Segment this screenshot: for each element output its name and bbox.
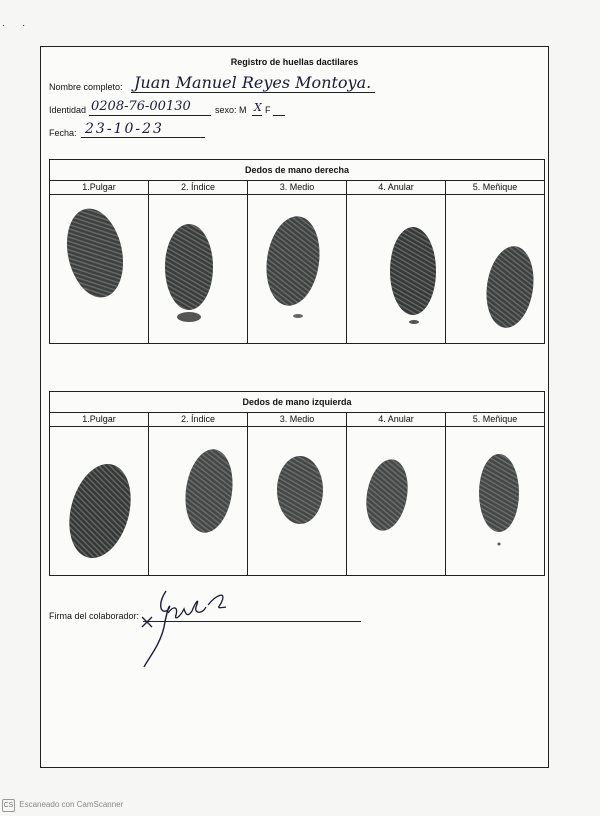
- name-value: Juan Manuel Reyes Montoya.: [134, 73, 372, 92]
- left-index-header: 2. Índice: [148, 413, 247, 426]
- left-middle-fingerprint: [248, 427, 347, 575]
- left-ring-fingerprint: [347, 427, 446, 575]
- right-middle-header: 3. Medio: [247, 181, 346, 194]
- right-middle-cell: [247, 195, 346, 343]
- fingerprint-form: [40, 46, 549, 768]
- name-label: Nombre completo:: [49, 82, 123, 92]
- id-label: Identidad: [49, 105, 87, 115]
- left-little-header: 5. Meñique: [445, 413, 544, 426]
- sex-f-label: F: [265, 105, 271, 115]
- right-hand-headers: [50, 181, 544, 195]
- right-little-header: 5. Meñique: [445, 181, 544, 194]
- date-value: 23-10-23: [85, 121, 164, 137]
- left-thumb-fingerprint: [50, 427, 149, 575]
- signature-label: Firma del colaborador:: [49, 611, 140, 621]
- right-thumb-cell: [50, 195, 148, 343]
- right-little-fingerprint: [446, 195, 545, 343]
- left-little-fingerprint: [446, 427, 545, 575]
- handwritten-signature: [136, 587, 246, 667]
- left-index-fingerprint: [149, 427, 248, 575]
- scanner-footer: [2, 799, 123, 812]
- form-title: Registro de huellas dactilares: [230, 57, 359, 67]
- right-little-cell: [445, 195, 544, 343]
- sex-mark: X: [254, 101, 262, 114]
- right-ring-cell: [346, 195, 445, 343]
- left-middle-header: 3. Medio: [247, 413, 346, 426]
- sex-f-underline: [273, 115, 285, 116]
- right-hand-table: [49, 159, 545, 344]
- left-hand-headers: [50, 413, 544, 427]
- right-hand-title: Dedos de mano derecha: [50, 160, 544, 181]
- right-middle-fingerprint: [248, 195, 347, 343]
- left-thumb-cell: [50, 427, 148, 575]
- right-thumb-header: 1.Pulgar: [82, 182, 116, 192]
- left-ring-cell: [346, 427, 445, 575]
- left-index-cell: [148, 427, 247, 575]
- id-value: 0208-76-00130: [91, 99, 191, 114]
- right-hand-cells: [50, 195, 544, 343]
- right-ring-header: 4. Anular: [346, 181, 445, 194]
- left-little-cell: [445, 427, 544, 575]
- camscanner-logo-icon: CS: [2, 799, 15, 812]
- right-index-fingerprint: [149, 195, 248, 343]
- scanner-footer-text: Escaneado con CamScanner: [19, 800, 124, 809]
- right-thumb-fingerprint: [50, 195, 149, 343]
- right-index-header: 2. Índice: [148, 181, 247, 194]
- date-label: Fecha:: [49, 128, 77, 138]
- name-underline: [131, 92, 375, 93]
- left-hand-cells: [50, 427, 544, 575]
- right-ring-fingerprint: [347, 195, 446, 343]
- id-underline: [89, 115, 211, 116]
- right-index-cell: [148, 195, 247, 343]
- date-underline: [81, 137, 205, 138]
- scan-dot-mark: · ·: [2, 20, 26, 31]
- sex-label: sexo: M: [215, 105, 247, 115]
- left-ring-header: 4. Anular: [346, 413, 445, 426]
- left-hand-title: Dedos de mano izquierda: [50, 392, 544, 413]
- left-thumb-header: 1.Pulgar: [82, 414, 116, 424]
- left-hand-table: [49, 391, 545, 576]
- left-middle-cell: [247, 427, 346, 575]
- sex-m-underline: [252, 115, 262, 116]
